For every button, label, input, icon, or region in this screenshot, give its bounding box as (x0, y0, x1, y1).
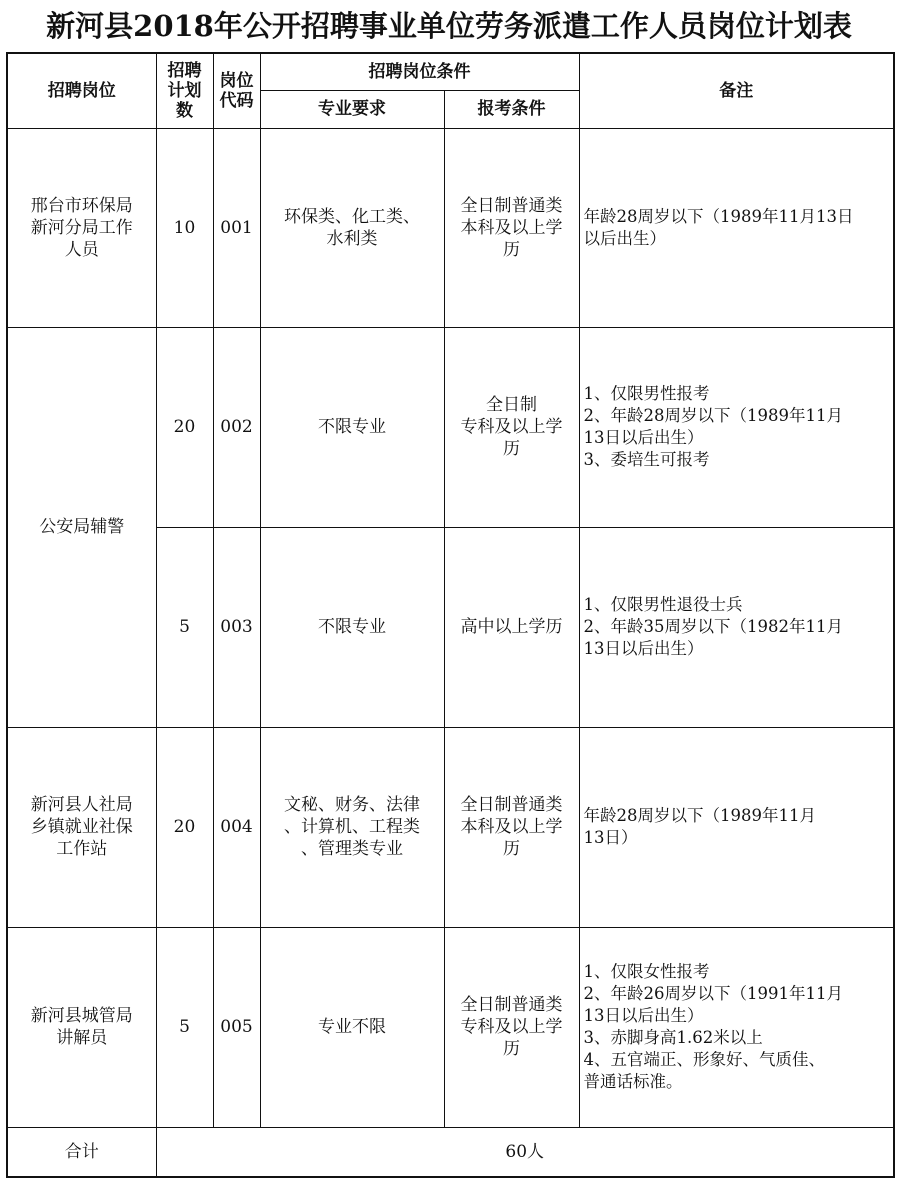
requirement-cell: 高中以上学历 (444, 527, 579, 727)
total-label: 合计 (7, 1127, 156, 1177)
code-cell: 002 (213, 327, 260, 527)
total-value: 60人 (156, 1127, 894, 1177)
code-cell: 003 (213, 527, 260, 727)
remarks-cell: 1、仅限女性报考 2、年龄26周岁以下（1991年11月 13日以后出生） 3、赤脚身高1.62米以上 4、五官端正、形象好、气质佳、 普通话标准。 (579, 927, 894, 1127)
count-cell: 5 (156, 527, 213, 727)
position-cell: 新河县人社局 乡镇就业社保 工作站 (7, 727, 156, 927)
major-cell: 环保类、化工类、 水利类 (260, 128, 444, 327)
count-cell: 20 (156, 327, 213, 527)
major-cell: 专业不限 (260, 927, 444, 1127)
remarks-cell: 年龄28周岁以下（1989年11月 13日） (579, 727, 894, 927)
requirement-cell: 全日制普通类 本科及以上学 历 (444, 128, 579, 327)
major-cell: 文秘、财务、法律 、计算机、工程类 、管理类专业 (260, 727, 444, 927)
requirement-cell: 全日制普通类 专科及以上学 历 (444, 927, 579, 1127)
page-title: 新河县2018年公开招聘事业单位劳务派遣工作人员岗位计划表 (46, 9, 852, 43)
recruitment-table (6, 52, 895, 1178)
table-row (7, 128, 894, 327)
header-major: 专业要求 (260, 90, 444, 128)
header-count: 招聘 计划 数 (156, 53, 213, 128)
code-cell: 004 (213, 727, 260, 927)
table-row (7, 927, 894, 1127)
remarks-cell: 年龄28周岁以下（1989年11月13日 以后出生） (579, 128, 894, 327)
table-row (7, 727, 894, 927)
code-cell: 005 (213, 927, 260, 1127)
remarks-cell: 1、仅限男性报考 2、年龄28周岁以下（1989年11月 13日以后出生） 3、委培生可报考 (579, 327, 894, 527)
header-remarks: 备注 (579, 53, 894, 128)
major-cell: 不限专业 (260, 327, 444, 527)
position-cell: 新河县城管局 讲解员 (7, 927, 156, 1127)
header-position: 招聘岗位 (7, 53, 156, 128)
position-cell: 公安局辅警 (7, 327, 156, 727)
requirement-cell: 全日制 专科及以上学 历 (444, 327, 579, 527)
requirement-cell: 全日制普通类 本科及以上学 历 (444, 727, 579, 927)
table-row (7, 327, 894, 527)
count-cell: 20 (156, 727, 213, 927)
major-cell: 不限专业 (260, 527, 444, 727)
remarks-cell: 1、仅限男性退役士兵 2、年龄35周岁以下（1982年11月 13日以后出生） (579, 527, 894, 727)
count-cell: 10 (156, 128, 213, 327)
header-code: 岗位 代码 (213, 53, 260, 128)
total-row (7, 1127, 894, 1177)
position-cell: 邢台市环保局 新河分局工作 人员 (7, 128, 156, 327)
header-requirement: 报考条件 (444, 90, 579, 128)
count-cell: 5 (156, 927, 213, 1127)
header-conditions: 招聘岗位条件 (260, 53, 579, 90)
code-cell: 001 (213, 128, 260, 327)
